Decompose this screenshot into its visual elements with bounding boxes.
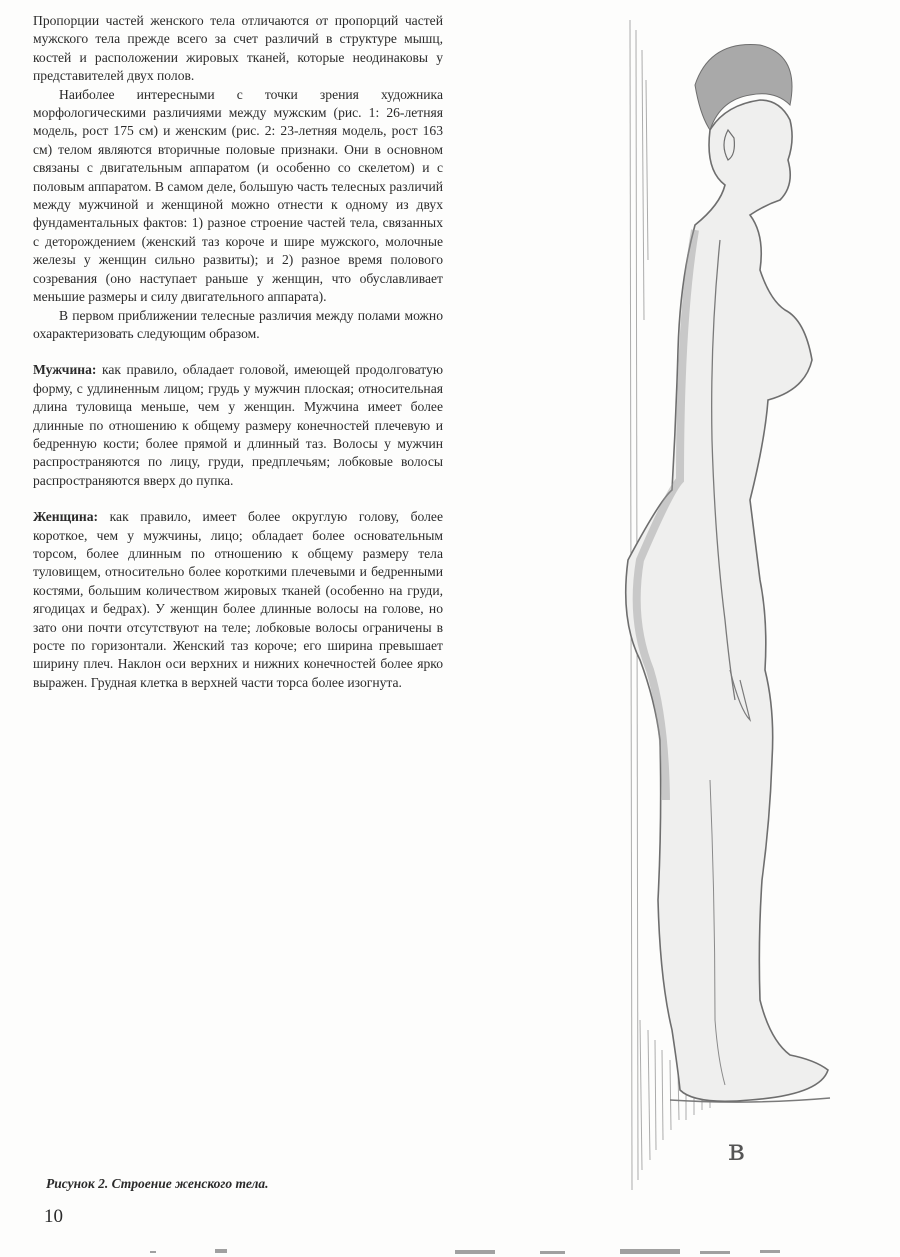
women-description: как правило, имеет более округлую голову, более короткое, чем у мужчины, лицо; обладает более основательным торсом, более длинным по отношению к общему размеру тела туловищем, относительно более короткими плечевыми и бедренными костями, большим количеством жировых тканей (особенно на груди, ягодицах и бедрах). У женщин более длинные волосы на голове, но зато они почти отсутствуют на теле; лобковые волосы ограничены в росте по горизонтали. Женский таз короче; его ширина превышает ширину плеч. Наклон оси верхних и нижних конечностей более ярко выражен. Грудная клетка в верхней части торса более изогнута. <box>33 509 443 690</box>
scan-edge-artifacts <box>0 1245 900 1257</box>
men-description: как правило, обладает головой, имеющей продолговатую форму, с удлиненным лицом; грудь у мужчин плоская; относительная длина туловища меньше, чем у женщин. Мужчина имеет более длинные по отношению к общему размеру конечностей плечевую и бедренную кости; более прямой и длинный таз. Волосы у мужчин распространяются по лицу, груди, предплечьям; лобковые волосы распространяются вверх до пупка. <box>33 362 443 488</box>
term-women: Женщина: <box>33 509 99 525</box>
paragraph-intro: Пропорции частей женского тела отличаются от пропорций частей мужского тела прежде всего за счет различий в структуре мышц, костей и расположении жировых тканей, которые неодинаковы у представителей двух полов. <box>33 13 443 84</box>
female-figure-drawing <box>600 20 900 1200</box>
paragraph-men <box>33 361 443 490</box>
text-column <box>33 12 443 692</box>
page-number: 10 <box>44 1206 63 1227</box>
term-men: Мужчина: <box>33 362 97 378</box>
female-figure-svg <box>600 20 900 1200</box>
figure-caption: Рисунок 2. Строение женского тела. <box>46 1176 269 1191</box>
paragraph-approximation: В первом приближении телесные различия между полами можно охарактеризовать следующим образом. <box>33 307 443 341</box>
paragraph-differences: Наиболее интересными с точки зрения художника морфологическими различиями между мужским (рис. 1: 26-летняя модель, рост 175 см) и женским (рис. 2: 23-летняя модель, рост 163 см) телом являются вторичные половые признаки. Они в основном связаны с двигательным аппаратом (и особенно со скелетом) и с половым аппаратом. В самом деле, большую часть телесных различий между мужчиной и женщиной можно отнести к одному из двух фундаментальных фактов: 1) разное строение частей тела, связанных с деторождением (женский таз короче и шире мужского, молочные железы у женщин сильно развиты); и 2) разное время полового созревания (оно наступает раньше у женщин, что обуславливает меньшие размеры и силу двигательного аппарата). <box>33 86 443 305</box>
paragraph-women <box>33 508 443 692</box>
body-outline <box>626 100 828 1101</box>
artist-signature: в <box>728 1133 745 1168</box>
